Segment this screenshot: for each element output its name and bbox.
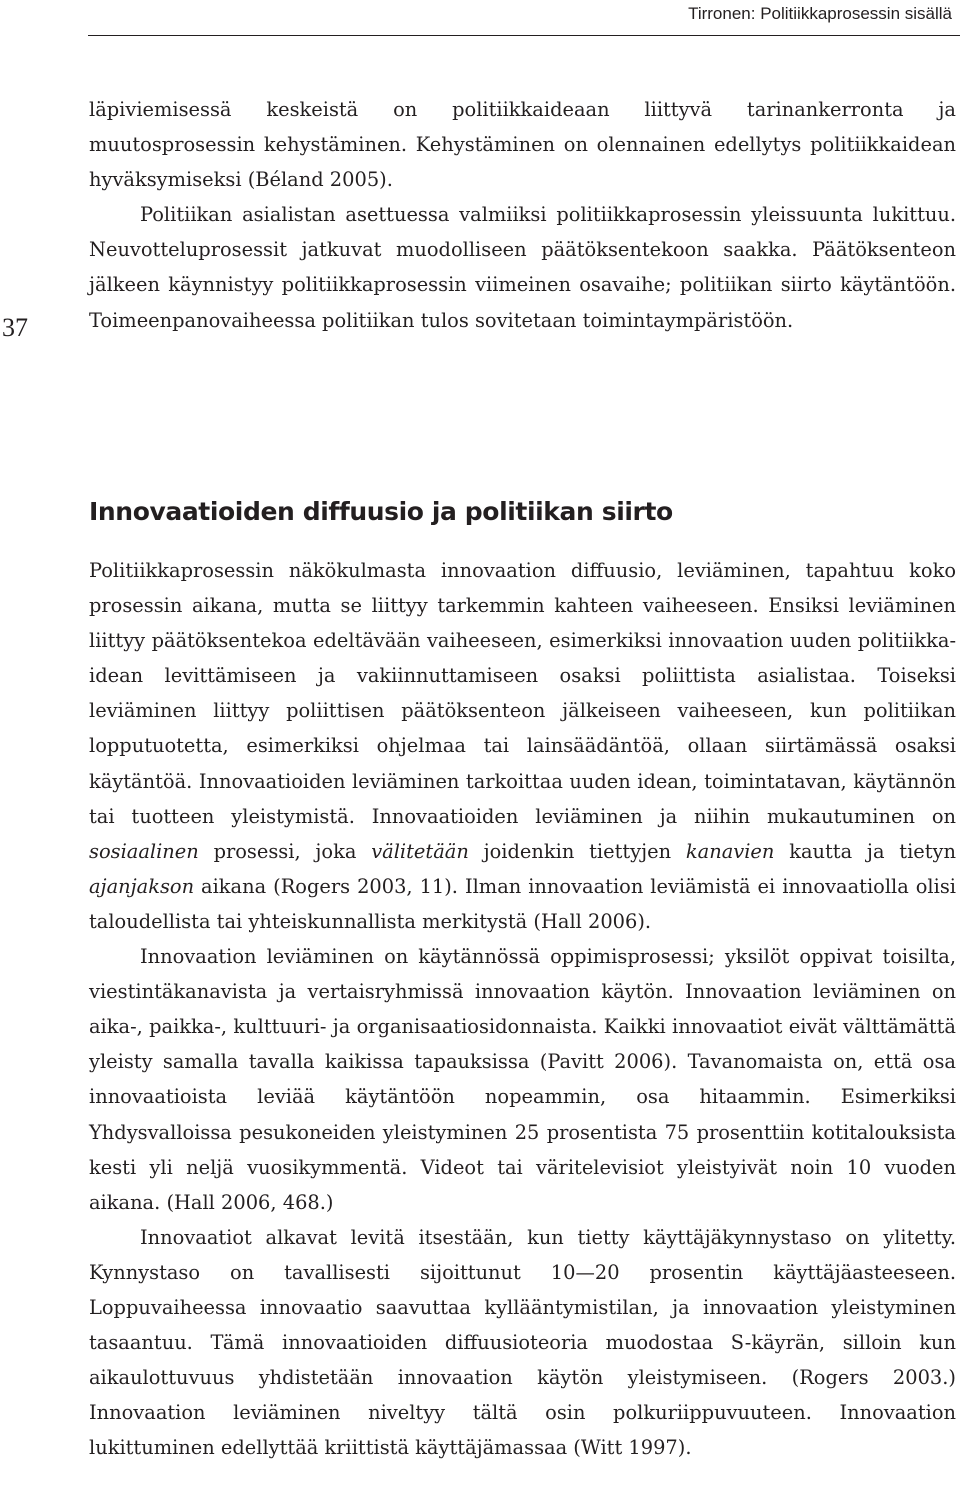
paragraph-text: Politiikkaprosessin näkökulmasta innovaation diffuusio, leviäminen, tapahtuu koko prosessin aikana, mutta se liittyy tarkemmin kahteen vaiheeseen. Ensiksi leviäminen liittyy päätöksentekoa edeltävään vaiheeseen, esimerkiksi innovaation uuden politiikka-idean levittämiseen ja vakiinnuttamiseen osaksi poliittista asialistaa. Toiseksi leviäminen liittyy poliittisen päätöksenteon jälkeiseen vaiheeseen, kun politiikan lopputuotetta, esimerkiksi ohjelmaa tai lainsäädäntöä, ollaan siirtämässä osaksi käytäntöä. Innovaatioiden leviäminen tarkoittaa uuden idean, toimintatavan, käytännön tai tuotteen yleistymistä. Innovaatioiden leviäminen ja niihin mukautuminen on [89, 559, 956, 828]
section-paragraph-3: Innovaatiot alkavat levitä itsestään, kun tietty käyttäjäkynnystaso on ylitetty. Kynnystaso on tavallisesti sijoittunut 10—20 prosentin käyttäjäasteeseen. Loppuvaiheessa innovaatio saavuttaa kyllääntymistilan, ja innovaation yleistyminen tasaantuu. Tämä innovaatioiden diffuusioteoria muodostaa S-käyrän, silloin kun aikaulottuvuus yhdistetään innovaation käytön yleistymiseen. (Rogers 2003.) Innovaation leviäminen niveltyy tältä osin polkuriippuvuuteen. Innovaation lukittuminen edellyttää kriittistä käyttäjämassaa (Witt 1997). [89, 1225, 956, 1460]
running-header: Tirronen: Politiikkaprosessin sisällä [688, 4, 952, 23]
emphasis-text: välitetään [371, 839, 469, 863]
emphasis-text: kanavien [685, 839, 775, 863]
section-paragraph-2: Innovaation leviäminen on käytännössä oppimisprosessi; yksilöt oppivat toisilta, viestintäkanavista ja vertaisryhmissä innovaation käytön. Innovaation leviäminen on aika-, paikka-, kulttuuri- ja organisaatiosidonnaista. Kaikki innovaatiot eivät välttämättä yleisty samalla tavalla kaikissa tapauksissa (Pavitt 2006). Tavanomaista on, että osa innovaatioista leviää käytäntöön nopeammin, osa hitaammin. Esimerkiksi Yhdysvalloissa pesukoneiden yleistyminen 25 prosentista 75 prosenttiin kotitalouksista kesti yli neljä vuosikymmentä. Videot tai väritelevisiot yleistyivät noin 10 vuoden aikana. (Hall 2006, 468.) [89, 945, 956, 1214]
section-heading: Innovaatioiden diffuusio ja politiikan siirto [89, 497, 673, 526]
intro-paragraph-1: läpiviemisessä keskeistä on politiikkaideaan liittyvä tarinankerronta ja muutosprosessin kehystäminen. Kehystäminen on olennainen edellytys politiikkaidean hyväksymiseksi (Béland 2005). [89, 98, 956, 192]
emphasis-text: sosiaalinen [89, 839, 199, 863]
intro-text [89, 92, 956, 338]
section-paragraph-1 [89, 553, 956, 939]
intro-paragraph-2: Politiikan asialistan asettuessa valmiiksi politiikkaprosessin yleissuunta lukittuu. Neuvotteluprosessit jatkuvat muodolliseen päätöksentekoon saakka. Päätöksenteon jälkeen käynnistyy politiikkaprosessin viimeinen osavaihe; politiikan siirto käytäntöön. Toimeenpanovaiheessa politiikan tulos sovitetaan toimintaympäristöön. [89, 203, 956, 332]
emphasis-text: ajanjakson [89, 874, 195, 898]
paragraph-text: aikana (Rogers 2003, 11). Ilman innovaation leviämistä ei innovaatiolla olisi taloudellista tai yhteiskunnallista merkitystä (Hall 2006). [89, 874, 956, 933]
paragraph-text: kautta ja tietyn [774, 839, 957, 863]
page-number: 37 [2, 313, 28, 342]
paragraph-text: prosessi, joka [198, 839, 372, 863]
paragraph-text: joidenkin tiettyjen [468, 839, 686, 863]
header-rule [88, 35, 960, 36]
section-body [89, 553, 956, 1465]
